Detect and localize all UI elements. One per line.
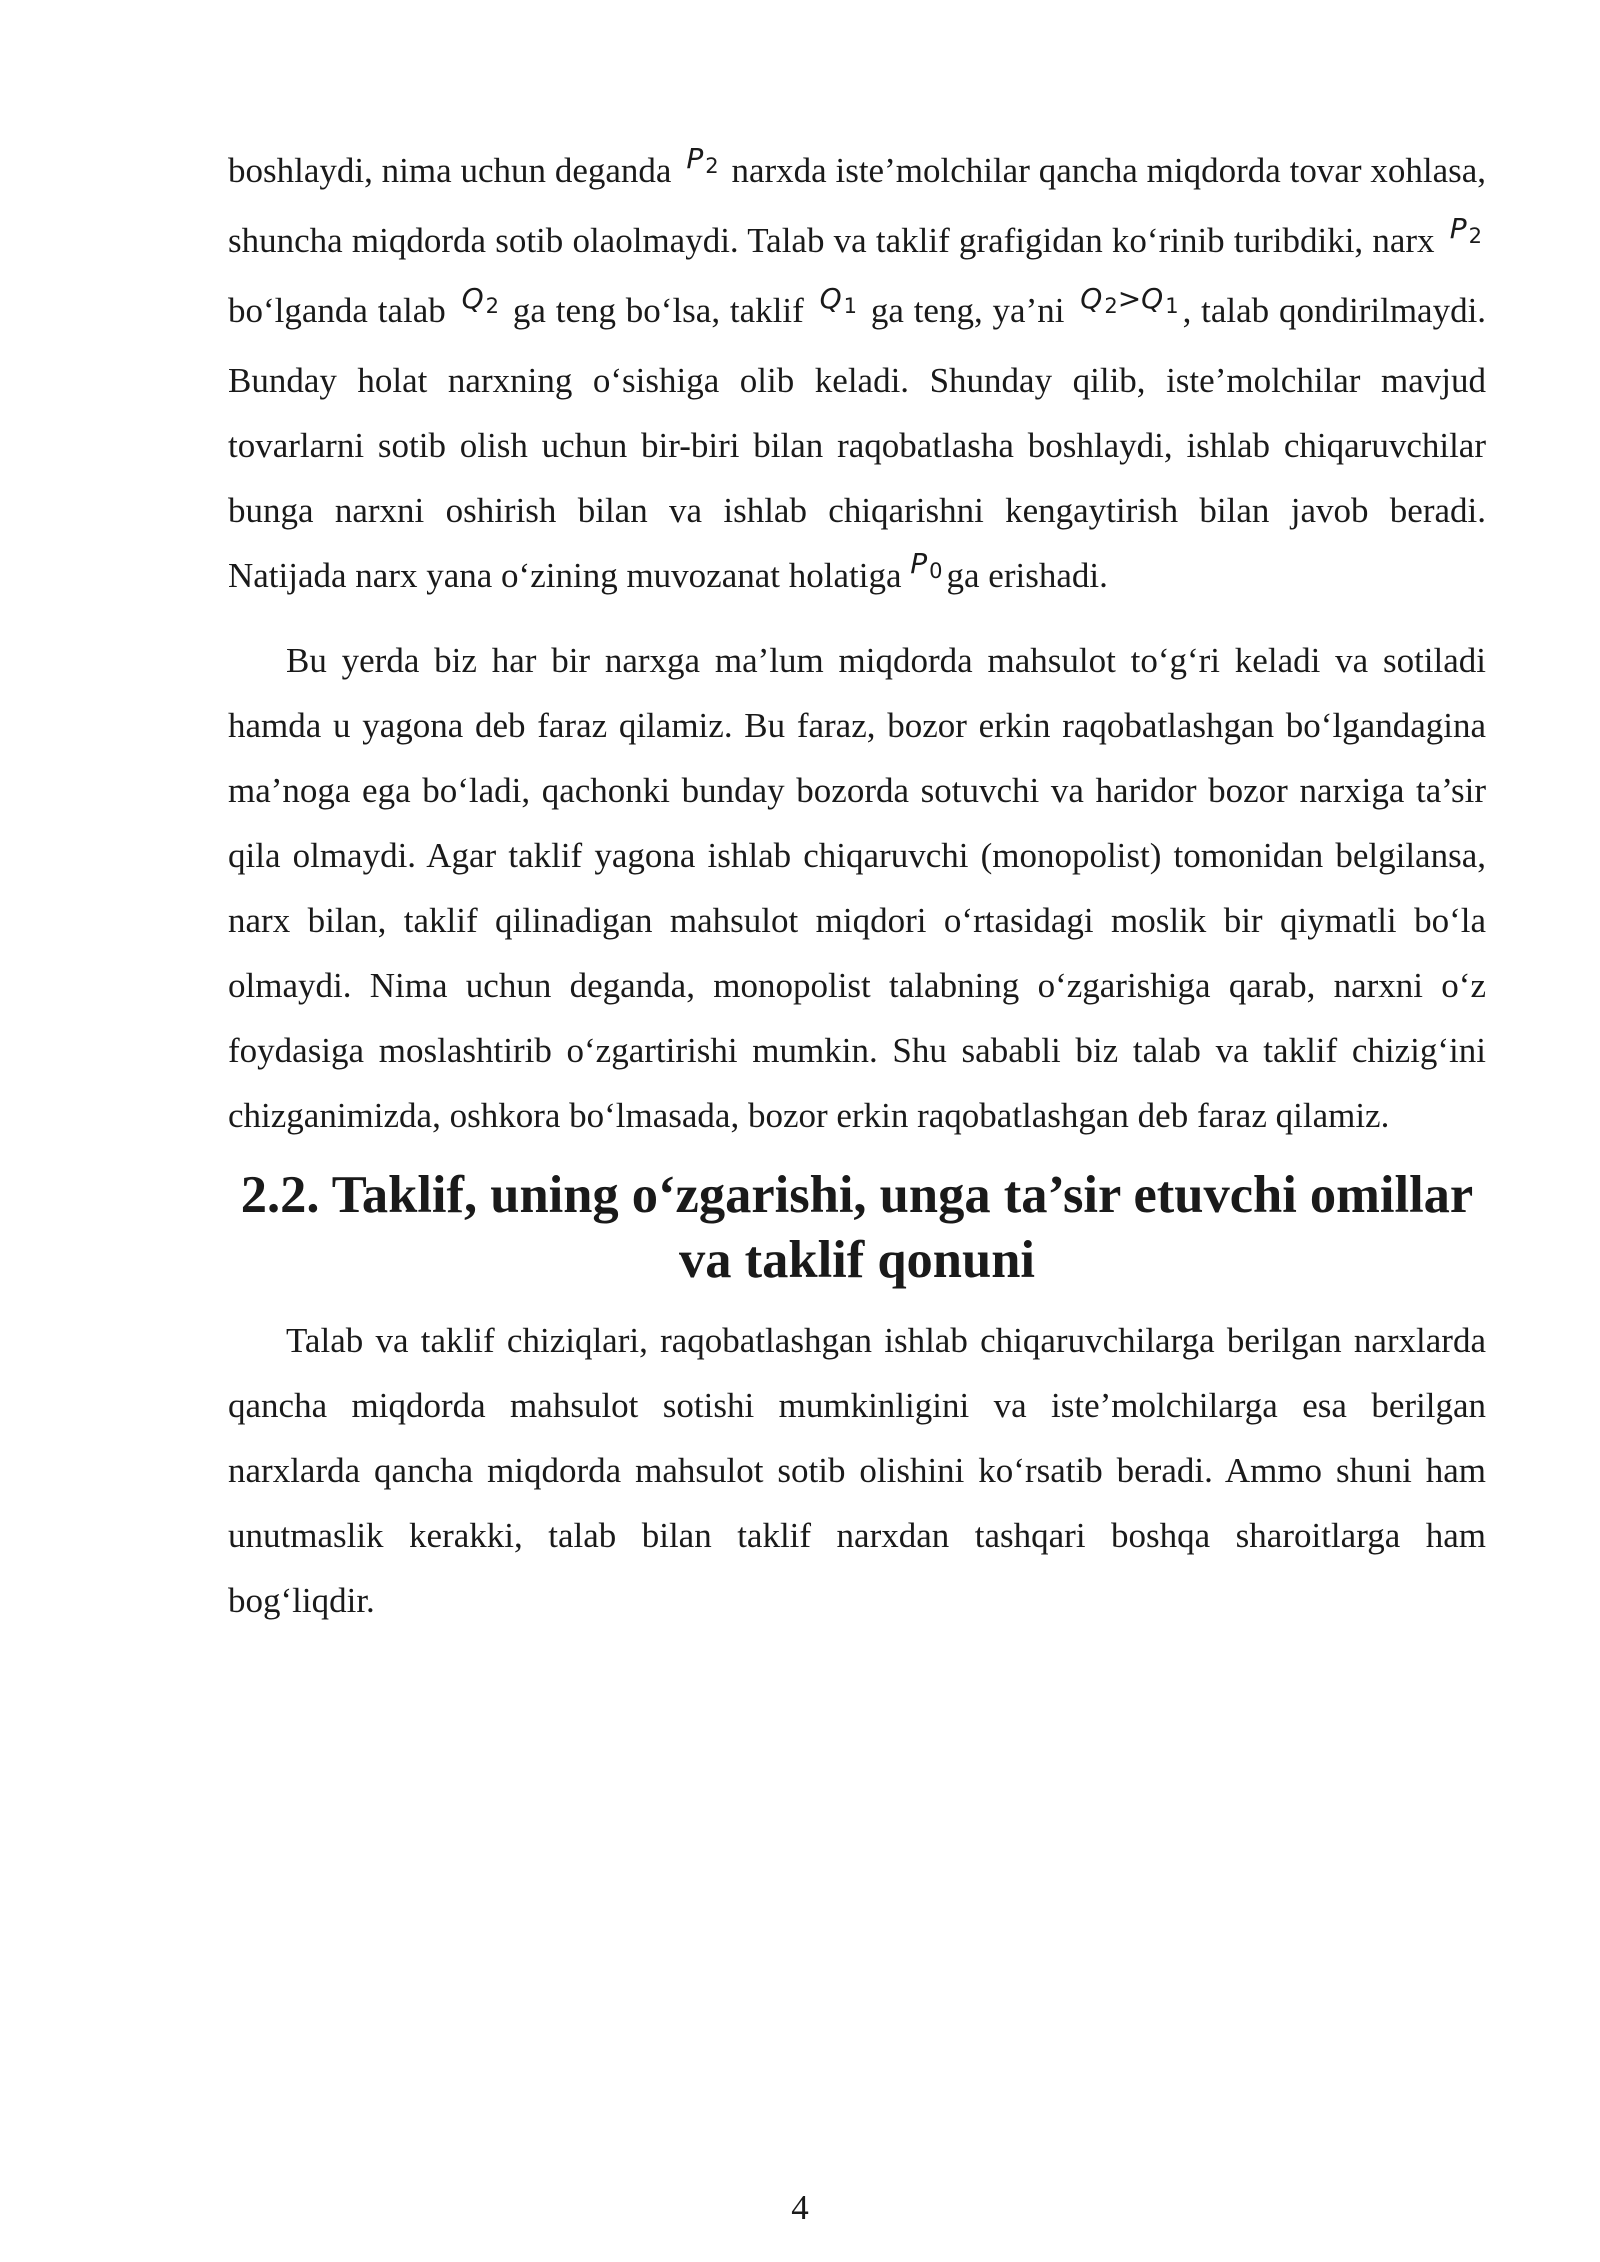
paragraph-price-adjustment: [228, 138, 1486, 613]
paragraph-text: , talab qondirilmaydi. Bunday holat narxning o‘sishiga olib keladi. Shunday qilib, iste’molchilar mavjud tovarlarni sotib olish uchun bir-biri bilan raqobatlasha boshlaydi, ishlab chiqaruvchilar bunga narxni oshirish bilan va ishlab chiqarishni kengaytirish bilan javob beradi. Natijada narx yana o‘zining muvozanat holatiga: [228, 291, 1487, 595]
math-var-p0: P0: [910, 547, 943, 583]
page-number: 4: [791, 2188, 809, 2227]
paragraph-text: narxda iste’molchilar qancha miqdorda tovar xohlasa, shuncha miqdorda sotib olaolmaydi. Talab va taklif grafigidan ko‘rinib turibdiki, narx: [228, 151, 1487, 260]
math-inequality-q2-gt-q1: Q2>Q1: [1080, 282, 1179, 318]
math-var-p2: P2: [1449, 212, 1482, 248]
paragraph-competition-assumption: Bu yerda biz har bir narxga ma’lum miqdorda mahsulot to‘g‘ri keladi va sotiladi hamda u yagona deb faraz qilamiz. Bu faraz, bozor erkin raqobatlashgan bo‘lgandagina ma’noga ega bo‘ladi, qachonki bunday bozorda sotuvchi va haridor bozor narxiga ta’sir qila olmaydi. Agar taklif yagona ishlab chiqaruvchi (monopolist) tomonidan belgilansa, narx bilan, taklif qilinadigan mahsulot miqdori o‘rtasidagi moslik bir qiymatli bo‘la olmaydi. Nima uchun deganda, monopolist talabning o‘zgarishiga qarab, narxni o‘z foydasiga moslashtirib o‘zgartirishi mumkin. Shu sababli biz talab va taklif chizig‘ini chizganimizda, oshkora bo‘lmasada, bozor erkin raqobatlashgan deb faraz qilamiz.: [228, 641, 1486, 1135]
document-page: [228, 138, 1486, 1633]
paragraph-text: ga teng, ya’ni: [870, 291, 1065, 330]
section-heading: 2.2. Taklif, uning o‘zgarishi, unga ta’sir etuvchi omillar va taklif qonuni: [240, 1166, 1474, 1289]
paragraph-text: ga erishadi.: [946, 556, 1108, 595]
paragraph-text: boshlaydi, nima uchun deganda: [228, 151, 672, 190]
paragraph-supply-demand: Talab va taklif chiziqlari, raqobatlashgan ishlab chiqaruvchilarga berilgan narxlarda qancha miqdorda mahsulot sotishi mumkinligini va iste’molchilarga esa berilgan narxlarda qancha miqdorda mahsulot sotib olishini ko‘rsatib beradi. Ammo shuni ham unutmaslik kerakki, talab bilan taklif narxdan tashqari boshqa sharoitlarga ham bog‘liqdir.: [228, 1321, 1486, 1620]
paragraph-text: ga teng bo‘lsa, taklif: [512, 291, 804, 330]
paragraph-text: bo‘lganda talab: [228, 291, 446, 330]
math-var-q2: Q2: [461, 282, 500, 318]
math-var-p2: P2: [686, 142, 719, 178]
math-var-q1: Q1: [819, 282, 858, 318]
